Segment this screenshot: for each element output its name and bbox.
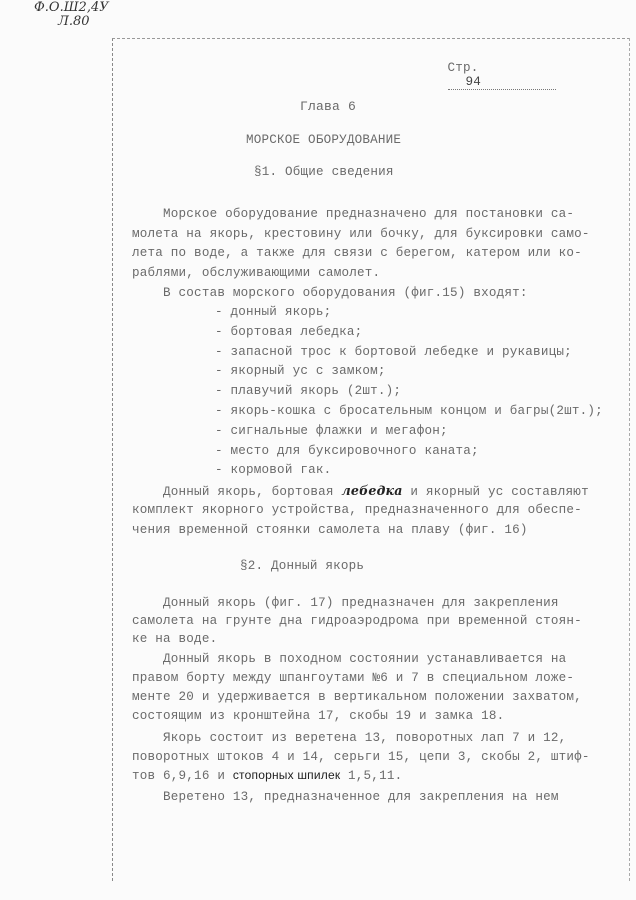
- text-line: Донный якорь в походном состоянии устанавливается на: [132, 652, 567, 666]
- text-line: состоящим из кронштейна 17, скобы 19 и замка 18.: [132, 709, 505, 723]
- text-line: Морское оборудование предназначено для постановки са-: [132, 207, 575, 221]
- page-number: 94: [448, 75, 556, 90]
- archive-mark-line2: Л.80: [58, 14, 90, 29]
- text-line: - место для буксировочного каната;: [215, 443, 479, 458]
- section2-title: §2. Донный якорь: [240, 559, 365, 573]
- text-line: - бортовая лебедка;: [215, 324, 363, 339]
- text-line: - донный якорь;: [215, 305, 332, 319]
- section1-list-intro: В состав морского оборудования (фиг.15) входят:: [132, 286, 528, 300]
- text-line: - плавучий якорь (2шт.);: [215, 384, 402, 399]
- text-line: - запасной трос к бортовой лебедке и рукавицы;: [215, 344, 572, 359]
- text-line: - якорь-кошка с бросательным концом и багры(2шт.);: [215, 404, 603, 418]
- printed-insert: стопорных шпилек: [232, 768, 341, 782]
- section2-paragraph4: Веретено 13, предназначенное для закрепления на нем: [132, 790, 559, 804]
- text-line: менте 20 и удерживается в вертикальном положении захватом,: [132, 690, 582, 704]
- text-line: Донный якорь (фиг. 17) предназначен для закрепления: [132, 596, 559, 610]
- text-line: поворотных штоков 4 и 14, серьги 15, цепи 3, скобы 2, штиф-: [132, 749, 590, 764]
- text-line: молета на якорь, крестовину или бочку, для буксировки само-: [132, 226, 590, 241]
- section1-paragraph2-first-line: [132, 483, 589, 499]
- text-line: ке на воде.: [132, 632, 218, 646]
- text-line: чения временной стоянки самолета на плаву (фиг. 16): [132, 523, 528, 537]
- text: 1,5,11.: [340, 769, 403, 783]
- page-number-field: [432, 47, 556, 90]
- text-line: правом борту между шпангоутами №6 и 7 в специальном ложе-: [132, 671, 575, 685]
- text-line: Якорь состоит из веретена 13, поворотных лап 7 и 12,: [132, 731, 567, 745]
- archive-mark-line1: Ф.О.Ш2,4У: [34, 0, 109, 15]
- text-line: - кормовой гак.: [215, 463, 332, 478]
- chapter-heading: Глава 6: [300, 99, 357, 114]
- page-label: Стр.: [447, 61, 479, 75]
- text: Донный якорь, бортовая: [132, 485, 342, 499]
- section1-title: §1. Общие сведения: [254, 165, 394, 179]
- text-line: раблями, обслуживающими самолет.: [132, 265, 381, 280]
- chapter-title: МОРСКОЕ ОБОРУДОВАНИЕ: [246, 133, 402, 147]
- text-line: самолета на грунте дна гидроаэродрома при временной стоян-: [132, 614, 582, 628]
- text-line: комплект якорного устройства, предназначенного для обеспе-: [132, 503, 582, 517]
- handwritten-correction: лебедка: [341, 483, 403, 498]
- text: тов 6,9,16 и: [132, 769, 233, 783]
- text: и якорный ус составляют: [402, 485, 589, 499]
- section2-paragraph3-last-line: [132, 768, 402, 783]
- text-line: лета по воде, а также для связи с берегом, катером или ко-: [132, 246, 582, 260]
- text-line: - сигнальные флажки и мегафон;: [215, 423, 448, 438]
- text-line: - якорный ус с замком;: [215, 364, 386, 379]
